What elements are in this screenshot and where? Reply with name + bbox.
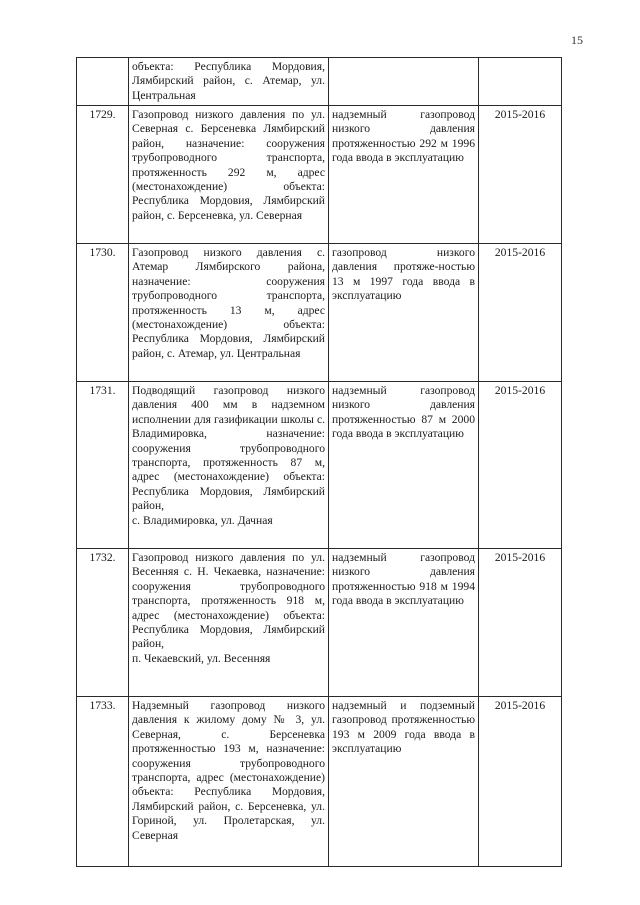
table-row (77, 697, 562, 867)
transfer-period: 2015-2016 (479, 106, 562, 244)
object-characteristics: надземный газопровод низкого давления протяженностью 918 м 1994 года ввода в эксплуатацию (329, 549, 479, 697)
page-number: 15 (571, 33, 583, 47)
row-number: 1733. (77, 697, 129, 867)
object-characteristics: надземный и подземный газопровод протяженностью 193 м 2009 года ввода в эксплуатацию (329, 697, 479, 867)
row-number: 1730. (77, 244, 129, 382)
table-row (77, 58, 562, 106)
object-characteristics: надземный газопровод низкого давления протяженностью 292 м 1996 года ввода в эксплуатацию (329, 106, 479, 244)
table-row (77, 244, 562, 382)
transfer-period: 2015-2016 (479, 697, 562, 867)
object-name (129, 382, 329, 549)
row-number: 1732. (77, 549, 129, 697)
object-characteristics: газопровод низкого давления протяже-ностью 13 м 1997 года ввода в эксплуатацию (329, 244, 479, 382)
object-name: Газопровод низкого давления по ул. Северная с. Берсеневка Лямбирский район, назначение: сооружения трубопроводного транспорта, протяженность 292 м, адрес (местонахождение) объекта: Республика Мордовия, Лямбирский район, с. Берсеневка, ул. Северная (129, 106, 329, 244)
row-number: 1731. (77, 382, 129, 549)
transfer-period: 2015-2016 (479, 382, 562, 549)
object-name-text: Подводящий газопровод низкого давления 400 мм в надземном исполнении для газификации школы с. Владимировка, назначение: сооружения трубопроводного транспорта, протяженность 87 м, адрес (местонахождение) объекта: Республика Мордовия, Лямбирский район, (132, 384, 325, 513)
table-row (77, 549, 562, 697)
object-name-last-line: п. Чекаевский, ул. Весенняя (132, 651, 271, 665)
table-row (77, 106, 562, 244)
object-characteristics (329, 58, 479, 106)
transfer-period (479, 58, 562, 106)
object-name: Газопровод низкого давления с. Атемар Лямбирского района, назначение: сооружения трубопроводного транспорта, протяженность 13 м, адрес (местонахождение) объекта: Республика Мордовия, Лямбирский район, с. Атемар, ул. Центральная (129, 244, 329, 382)
transfer-period: 2015-2016 (479, 244, 562, 382)
object-name-last-line: с. Владимировка, ул. Дачная (132, 513, 273, 527)
row-number: 1729. (77, 106, 129, 244)
property-registry-table (76, 57, 562, 867)
object-name (129, 549, 329, 697)
object-name-text: Газопровод низкого давления по ул. Весенняя с. Н. Чекаевка, назначение: сооружения трубопроводного транспорта, протяженность 918 м, адрес (местонахождение) объекта: Республика Мордовия, Лямбирский район, (132, 551, 325, 651)
table-row (77, 382, 562, 549)
object-name: Надземный газопровод низкого давления к жилому дому № 3, ул. Северная, с. Берсеневка протяженностью 193 м, назначение: сооружения трубопроводного транспорта, адрес (местонахождение) объекта: Республика Мордовия, Лямбирский район, с. Берсеневка, ул. Гориной, ул. Пролетарская, ул. Северная (129, 697, 329, 867)
transfer-period: 2015-2016 (479, 549, 562, 697)
object-characteristics: надземный газопровод низкого давления протяженностью 87 м 2000 года ввода в эксплуатацию (329, 382, 479, 549)
row-number (77, 58, 129, 106)
object-name: объекта: Республика Мордовия, Лямбирский район, с. Атемар, ул. Центральная (129, 58, 329, 106)
